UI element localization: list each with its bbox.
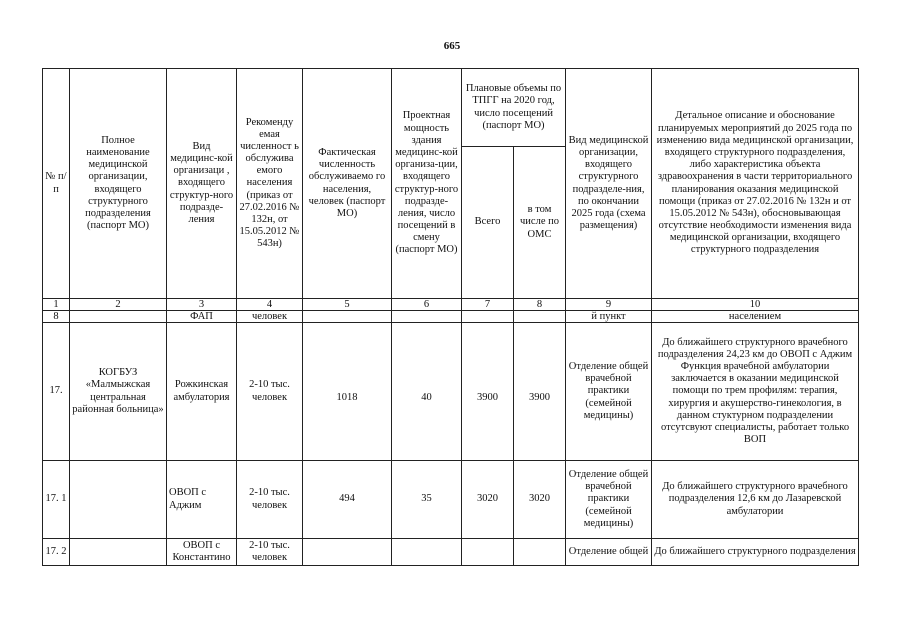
column-number: 7 xyxy=(462,299,514,311)
cell-org-type: ФАП xyxy=(167,311,237,323)
header-oms: в том числе по ОМС xyxy=(514,147,566,299)
cell-recommended-population: 2-10 тыс. человек xyxy=(237,323,303,461)
cell-number: 17. 2 xyxy=(43,539,70,566)
cell-actual-population xyxy=(303,539,392,566)
column-number: 3 xyxy=(167,299,237,311)
header-actual-population: Фактическая численность обслуживаемо го населения, человек (паспорт МО) xyxy=(303,69,392,299)
header-capacity: Проектная мощность здания медицинс-кой организа-ции, входящего структур-ного подразде-ления, число посещений в смену (паспорт МО) xyxy=(392,69,462,299)
cell-actual-population: 1018 xyxy=(303,323,392,461)
cell-org-type-2025: Отделение общей врачебной практики (семейной медицины) xyxy=(566,461,652,539)
cell-number: 17. xyxy=(43,323,70,461)
cell-organization xyxy=(70,311,167,323)
column-number: 9 xyxy=(566,299,652,311)
page-number: 665 xyxy=(443,40,461,52)
cell-actual-population: 494 xyxy=(303,461,392,539)
cell-oms: 3020 xyxy=(514,461,566,539)
cell-total: 3020 xyxy=(462,461,514,539)
header-org-type-2025: Вид медицинской организации, входящего структурного подразделе-ния, по окончании 2025 года (схема размещения) xyxy=(566,69,652,299)
cell-capacity: 35 xyxy=(392,461,462,539)
table-row xyxy=(43,461,859,539)
cell-description: До ближайшего структурного врачебного подразделения 12,6 км до Лазаревской амбулатории xyxy=(652,461,859,539)
cell-capacity: 40 xyxy=(392,323,462,461)
cell-number: 8 xyxy=(43,311,70,323)
cell-total xyxy=(462,539,514,566)
header-planned-volumes: Плановые объемы по ТПГГ на 2020 год, число посещений (паспорт МО) xyxy=(462,69,566,147)
cell-total xyxy=(462,311,514,323)
header-org-type: Вид медицинс-кой организаци , входящего структур-ного подразде-ления xyxy=(167,69,237,299)
column-number-row xyxy=(43,299,859,311)
cell-org-type: Рожкинская амбулатория xyxy=(167,323,237,461)
table-row xyxy=(43,539,859,566)
header-organization: Полное наименование медицинской организации, входящего структурного подразделения (паспорт МО) xyxy=(70,69,167,299)
cell-capacity xyxy=(392,539,462,566)
cell-organization: КОГБУЗ «Малмыжская центральная районная больница» xyxy=(70,323,167,461)
column-number: 2 xyxy=(70,299,167,311)
cell-number: 17. 1 xyxy=(43,461,70,539)
table-row xyxy=(43,311,859,323)
cell-organization xyxy=(70,539,167,566)
header-recommended-population: Рекоменду емая численност ь обслужива емого населения (приказ от 27.02.2016 № 132н, от 15.05.2012 № 543н) xyxy=(237,69,303,299)
cell-oms xyxy=(514,311,566,323)
cell-description: населением xyxy=(652,311,859,323)
column-number: 10 xyxy=(652,299,859,311)
header-number: № п/п xyxy=(43,69,70,299)
cell-description: До ближайшего структурного врачебного подразделения 24,23 км до ОВОП с Аджим Функция врачебной амбулатории заключается в оказании медицинской помощи по трем профилям: терапия, хирургия и акушерство-гинекология, в данном стуктурном подразделении отсутсвуют специалисты, работает только ВОП xyxy=(652,323,859,461)
measures-table xyxy=(42,68,859,566)
cell-recommended-population: 2-10 тыс. человек xyxy=(237,461,303,539)
cell-oms: 3900 xyxy=(514,323,566,461)
table-row xyxy=(43,323,859,461)
cell-recommended-population: человек xyxy=(237,311,303,323)
header-total: Всего xyxy=(462,147,514,299)
column-number: 8 xyxy=(514,299,566,311)
header-description: Детальное описание и обоснование планируемых мероприятий до 2025 года по изменению вида медицинской организации, входящего структурного подразделения, либо характеристика объекта здравоохранения в части территориального планирования оказания медицинской помощи (приказ от 27.02.2016 № 132н и от 15.05.2012 № 543н), обосновывающая отсутствие необходимости изменения вида медицинской организации, входящего структурного подразделения xyxy=(652,69,859,299)
cell-oms xyxy=(514,539,566,566)
cell-description: До ближайшего структурного подразделения xyxy=(652,539,859,566)
cell-actual-population xyxy=(303,311,392,323)
cell-org-type: ОВОП с Аджим xyxy=(167,461,237,539)
cell-recommended-population: 2-10 тыс. человек xyxy=(237,539,303,566)
cell-org-type: ОВОП с Константино xyxy=(167,539,237,566)
cell-capacity xyxy=(392,311,462,323)
cell-org-type-2025: й пункт xyxy=(566,311,652,323)
cell-organization xyxy=(70,461,167,539)
column-number: 6 xyxy=(392,299,462,311)
cell-total: 3900 xyxy=(462,323,514,461)
cell-org-type-2025: Отделение общей врачебной практики (семейной медицины) xyxy=(566,323,652,461)
cell-org-type-2025: Отделение общей xyxy=(566,539,652,566)
column-number: 5 xyxy=(303,299,392,311)
column-number: 4 xyxy=(237,299,303,311)
column-number: 1 xyxy=(43,299,70,311)
header-row xyxy=(43,69,859,147)
